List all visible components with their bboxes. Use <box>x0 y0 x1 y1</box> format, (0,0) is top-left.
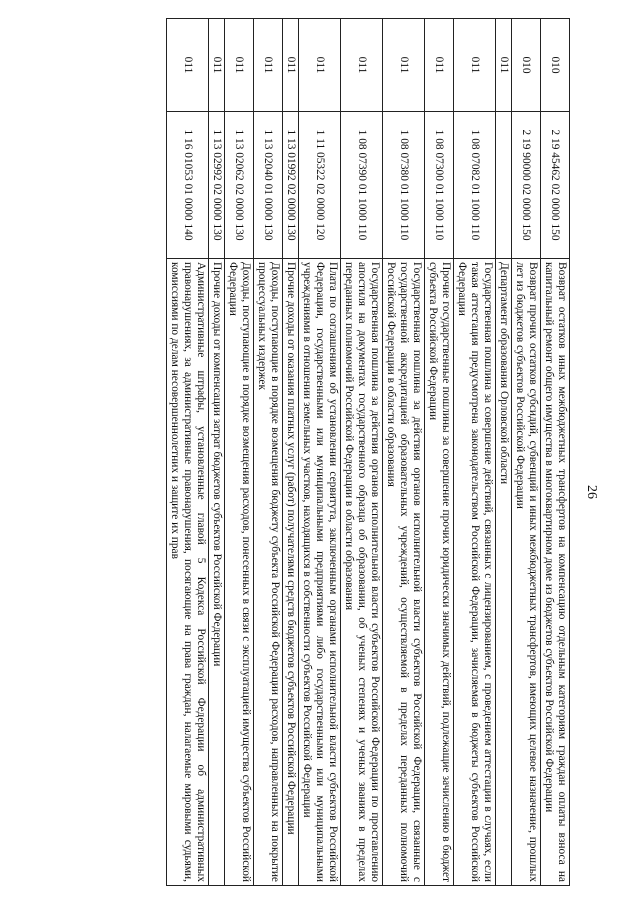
kbk-code-cell: 1 13 02062 02 0000 130 <box>225 112 254 259</box>
page-number: 26 <box>584 485 599 499</box>
admin-code-cell: 011 <box>225 19 254 112</box>
admin-code-cell: 011 <box>283 19 299 112</box>
table-row <box>225 19 254 886</box>
kbk-code-cell: 1 13 02040 01 0000 130 <box>254 112 283 259</box>
description-cell: Доходы, поступающие в порядке возмещения бюджету субъекта Российской Федерации расходов, направленных на покрытие процессуальных издержек <box>254 259 283 886</box>
kbk-code-cell: 1 16 01053 01 0000 140 <box>167 112 209 259</box>
description-cell: Административные штрафы, установленные главой 5 Кодекса Российской Федерации об административных правонарушениях, за административные правонарушения, посягающие на права граждан, налагаемые мировыми судьями, комиссиями по делам несовершеннолетних и защите их прав <box>167 259 209 886</box>
description-cell: Прочие доходы от оказания платных услуг (работ) получателями средств бюджетов субъектов Российской Федерации <box>283 259 299 886</box>
table-row <box>341 19 383 886</box>
admin-code-cell: 011 <box>425 19 454 112</box>
table-body <box>167 19 570 886</box>
kbk-code-cell: 1 13 02992 02 0000 130 <box>209 112 225 259</box>
description-cell: Возврат прочих остатков субсидий, субвенций и иных межбюджетных трансфертов, имеющих целевое назначение, прошлых лет из бюджетов субъектов Российской Федерации <box>512 259 541 886</box>
table-row <box>496 19 512 886</box>
description-cell: Государственная пошлина за действия органов исполнительной власти субъектов Российской Федерации по проставлению апостиля на документах государственного образца об образовании, об ученых степенях и ученых званиях в пределах переданных полномочий Российской Федерации в области образования <box>341 259 383 886</box>
table-row <box>283 19 299 886</box>
table-row <box>541 19 570 886</box>
admin-code-cell: 011 <box>299 19 341 112</box>
admin-code-cell: 011 <box>254 19 283 112</box>
revenue-classification-table <box>166 18 570 886</box>
description-cell: Доходы, поступающие в порядке возмещения расходов, понесенных в связи с эксплуатацией имущества субъектов Российской Федерации <box>225 259 254 886</box>
kbk-code-cell: 1 08 07082 01 1000 110 <box>454 112 496 259</box>
table-row <box>454 19 496 886</box>
admin-code-cell: 010 <box>512 19 541 112</box>
description-cell: Департамент образования Орловской области <box>496 259 512 886</box>
admin-code-cell: 011 <box>341 19 383 112</box>
description-cell: Возврат остатков иных межбюджетных трансфертов на компенсацию отдельным категориям граждан оплаты взноса на капитальный ремонт общего имущества в многоквартирном доме из бюджетов субъектов Российской Федерации <box>541 259 570 886</box>
admin-code-cell: 011 <box>496 19 512 112</box>
table-row <box>167 19 209 886</box>
admin-code-cell: 011 <box>209 19 225 112</box>
table-row <box>254 19 283 886</box>
kbk-code-cell: 1 08 07300 01 1000 110 <box>425 112 454 259</box>
table-row <box>425 19 454 886</box>
kbk-code-cell: 1 08 07380 01 1000 110 <box>383 112 425 259</box>
description-cell: Плата по соглашениям об установлении сервитута, заключенным органами исполнительной власти субъектов Российской Федерации, государственными или муниципальными предприятиями либо государственными или муниципальными учреждениями в отношении земельных участков, находящихся в собственности субъектов Российской Федерации <box>299 259 341 886</box>
kbk-code-cell: 1 11 05322 02 0000 120 <box>299 112 341 259</box>
admin-code-cell: 011 <box>167 19 209 112</box>
description-cell: Государственная пошлина за действия органов исполнительной власти субъектов Российской Федерации, связанные с государственной аккредитацией образовательных учреждений, осуществляемой в пределах переданных полномочий Российской Федерации в области образования <box>383 259 425 886</box>
table-row <box>383 19 425 886</box>
kbk-code-cell <box>496 112 512 259</box>
admin-code-cell: 011 <box>454 19 496 112</box>
description-cell: Государственная пошлина за совершение действий, связанных с лицензированием, с проведением аттестации в случаях, если такая аттестация предусмотрена законодательством Российской Федерации, зачисляемая в бюджеты субъектов Российской Федерации <box>454 259 496 886</box>
description-cell: Прочие государственные пошлины за совершение прочих юридически значимых действий, подлежащие зачислению в бюджет субъекта Российской Федерации <box>425 259 454 886</box>
table-row <box>512 19 541 886</box>
table-row <box>299 19 341 886</box>
kbk-code-cell: 2 19 90000 02 0000 150 <box>512 112 541 259</box>
kbk-code-cell: 1 13 01992 02 0000 130 <box>283 112 299 259</box>
admin-code-cell: 011 <box>383 19 425 112</box>
description-cell: Прочие доходы от компенсации затрат бюджетов субъектов Российской Федерации <box>209 259 225 886</box>
admin-code-cell: 010 <box>541 19 570 112</box>
kbk-code-cell: 2 19 45462 02 0000 150 <box>541 112 570 259</box>
table-row <box>209 19 225 886</box>
kbk-code-cell: 1 08 07390 01 1000 110 <box>341 112 383 259</box>
